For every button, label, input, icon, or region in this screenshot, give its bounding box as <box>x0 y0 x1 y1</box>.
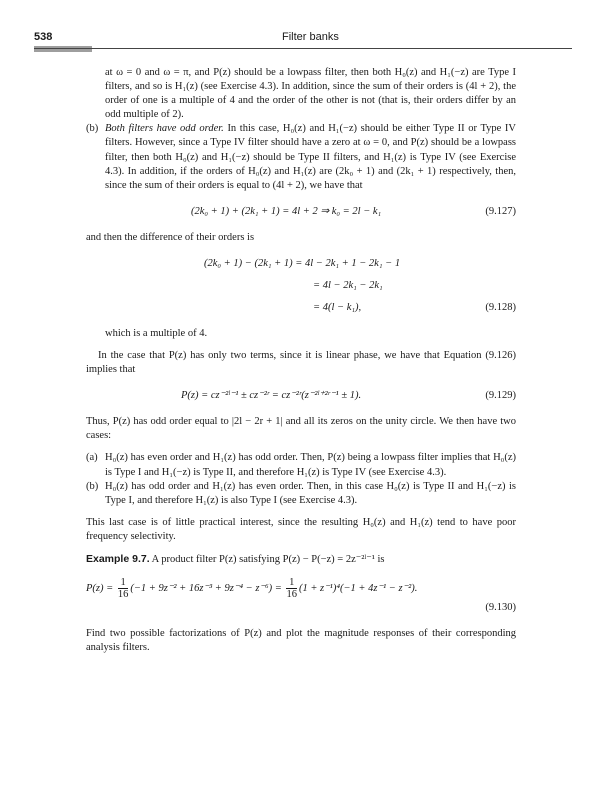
list-item-case-b <box>86 480 516 508</box>
eq130-lhs: P(z) = <box>86 582 116 594</box>
list-label-b: (b) <box>86 123 99 135</box>
equation-9-128-l3: = 4(l − k₁), <box>313 301 362 313</box>
equation-number-9-127: (9.127) <box>485 205 516 217</box>
equation-9-130-number-line <box>86 601 516 615</box>
list-b-text: In this case, H₀(z) and H₁(−z) should be either Type II or Type IV filters. However, since a Type IV filter should have a zero at ω = 0, and P(z) should be a lowpass filter, then both H₀(z) and H₁(−z) should be Type II filters, and H₁(z) is Type IV (see Exercise 4.3). In addition, if the orders of H₀(z) and H₁(z) are (2k₀ + 1) and (2k₁ + 1) respectively, then, since the sum of their orders is equal to (4l + 2), we have that <box>105 123 516 191</box>
equation-number-9-129: (9.129) <box>485 390 516 402</box>
equation-9-128-l1: (2k₀ + 1) − (2k₁ + 1) = 4l − 2k₁ + 1 − 2k₁ − 1 <box>204 257 401 269</box>
equation-9-128-line1 <box>86 257 516 271</box>
header-rule <box>34 48 572 49</box>
equation-9-130-body <box>86 577 417 600</box>
list-b-heading: Both filters have odd order. <box>105 123 224 135</box>
eq130-middle: (−1 + 9z⁻² + 16z⁻³ + 9z⁻⁴ − z⁻⁶) = <box>130 582 285 594</box>
equation-9-128-line3 <box>86 301 516 315</box>
paragraph-multiple-of-4: which is a multiple of 4. <box>105 327 208 339</box>
eq130-frac1-denominator: 16 <box>117 589 129 601</box>
paragraph-little-interest: This last case is of little practical interest, since the resulting H₀(z) and H₁(z) tend to have poor frequency selectivity. <box>86 516 516 542</box>
eq130-frac2-numerator: 1 <box>286 577 297 589</box>
running-title: Filter banks <box>282 31 339 43</box>
equation-9-129-body: P(z) = cz⁻²ˡ⁻¹ ± cz⁻²ʳ = cz⁻²ʳ(z⁻²ˡ⁺²ʳ⁻¹ ± 1). <box>181 390 362 402</box>
eq130-fraction-1 <box>118 577 129 600</box>
equation-number-9-130: (9.130) <box>485 602 516 614</box>
equation-9-128-l2: = 4l − 2k₁ − 2k₁ <box>313 279 383 291</box>
paragraph-difference: and then the difference of their orders is <box>86 231 255 243</box>
paragraph-odd-order: Thus, P(z) has odd order equal to |2l − 2r + 1| and all its zeros on the unity circle. We then have two cases: <box>86 416 516 442</box>
page-number: 538 <box>34 31 53 43</box>
header-bar <box>34 46 92 52</box>
equation-9-127-body: (2k₀ + 1) + (2k₁ + 1) = 4l + 2 ⇒ k₀ = 2l − k₁ <box>191 205 382 217</box>
equation-9-127 <box>86 205 516 219</box>
list-label-case-a: (a) <box>86 452 98 464</box>
eq130-right: (1 + z⁻¹)⁴(−1 + 4z⁻¹ − z⁻²). <box>298 582 418 594</box>
equation-number-9-128: (9.128) <box>485 301 516 313</box>
eq130-fraction-2 <box>286 577 297 600</box>
example-text: A product filter P(z) satisfying P(z) − P(−z) = 2z⁻²ˡ⁻¹ is <box>149 553 385 565</box>
list-label-case-b: (b) <box>86 480 99 492</box>
paragraph-two-terms: In the case that P(z) has only two terms, since it is linear phase, we have that Equation (9.126) implies that <box>86 350 516 376</box>
equation-9-130 <box>86 575 516 601</box>
eq130-frac1-numerator: 1 <box>118 577 129 589</box>
eq130-frac2-denominator: 16 <box>286 589 297 601</box>
equation-9-128-line2 <box>86 279 516 293</box>
list-case-b-text: H₀(z) has odd order and H₁(z) has even order. Then, in this case H₀(z) is Type II and H₁(−z) is Type I, and therefore H₁(z) is also Type I (see Exercise 4.3). <box>105 480 516 506</box>
example-heading <box>86 552 516 567</box>
list-item-case-a <box>86 451 516 479</box>
page-body <box>86 66 516 655</box>
list-case-a-text: H₀(z) has even order and H₁(z) has odd order. Then, P(z) being a lowpass filter implies that H₀(z) is Type I and H₁(−z) is Type II, and therefore H₁(z) is Type IV (see Exercise 4.3). <box>105 452 516 478</box>
equation-9-129 <box>86 389 516 403</box>
paragraph-case-a-continued: at ω = 0 and ω = π, and P(z) should be a lowpass filter, then both H₀(z) and H₁(−z) are Type I filters, and so is H₁(z) (see Exercise 4.3). In addition, since the sum of their orders is (4l + 2), the order of one is a multiple of 4 and the order of the other is not (that is, their orders differ by an odd multiple of 2). <box>105 67 516 121</box>
list-item-b <box>86 122 516 192</box>
example-label: Example 9.7. <box>86 552 150 565</box>
paragraph-find-factorizations: Find two possible factorizations of P(z) and plot the magnitude responses of their corresponding analysis filters. <box>86 628 516 654</box>
